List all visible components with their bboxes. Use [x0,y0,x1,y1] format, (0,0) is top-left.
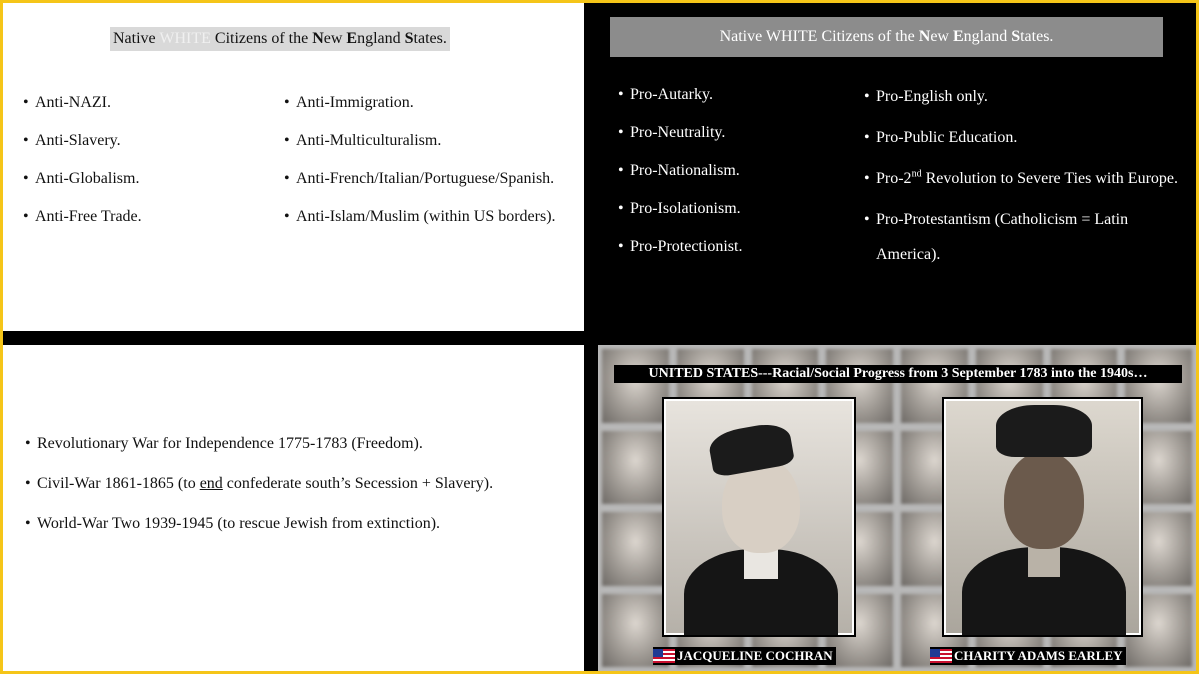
caption-text: CHARITY ADAMS EARLEY [954,648,1123,663]
list-item: • Pro-Nationalism. [618,161,742,199]
photo-collage [598,345,1196,671]
list-item: • Anti-NAZI. [23,93,142,131]
background-tile [602,512,669,586]
shirt-collar [1028,547,1060,577]
title-part: tates. [413,30,447,47]
list-item: • Anti-Islam/Muslim (within US borders). [284,207,556,245]
title-white-highlight: WHITE [159,30,211,47]
list-item: • Pro-Protectionist. [618,237,742,275]
portrait-photo-earley [942,397,1143,637]
portrait-caption-earley [930,647,1126,665]
list-item: • Anti-Slavery. [23,131,142,169]
pro-panel [584,3,1196,331]
background-tile [602,349,669,423]
title-part: E [952,28,964,45]
background-tile [602,431,669,505]
list-item [25,473,493,513]
list-item: • Pro-Neutrality. [618,123,742,161]
list-item: • Pro-Isolationism. [618,199,742,237]
title-part: ngland [357,30,405,47]
list-item: • World-War Two 1939-1945 (to rescue Jewish from extinction). [25,513,493,553]
anti-list-right [284,93,556,245]
title-part: Citizens of the [817,28,919,45]
us-flag-icon [930,649,952,663]
list-item-text: Pro-2 [876,170,912,187]
list-item: • Anti-French/Italian/Portuguese/Spanish. [284,169,556,207]
title-part: S [404,30,414,47]
us-flag-icon [653,649,675,663]
shirt-collar [744,549,778,579]
service-cap [996,405,1092,457]
list-item: • Pro-Autarky. [618,85,742,123]
title-part: Native [113,30,160,47]
list-item: • Anti-Immigration. [284,93,556,131]
list-item: • Pro-Public Education. [864,120,1184,155]
list-item: • Pro-Protestantism (Catholicism = Latin America). [864,202,1184,272]
list-item: • Pro-English only. [864,79,1184,114]
anti-panel [3,3,584,331]
list-item-text: confederate south’s Secession + Slavery). [222,475,494,492]
list-item: • Anti-Multiculturalism. [284,131,556,169]
collage-title: UNITED STATES---Racial/Social Progress from 3 September 1783 into the 1940s… [614,365,1182,383]
list-item: • Anti-Free Trade. [23,207,142,245]
list-item-text: Revolution to Severe Ties with Europe. [921,170,1178,187]
face [1004,451,1084,549]
ordinal-superscript: nd [911,168,922,180]
title-part: Native [719,28,766,45]
title-part: WHITE [765,28,818,45]
list-item: • Revolutionary War for Independence 1775-1783 (Freedom). [25,433,493,473]
list-item [864,161,1184,196]
portrait-photo-cochran [662,397,856,637]
list-item: • Anti-Globalism. [23,169,142,207]
underlined-word: end [199,475,223,492]
title-part: tates. [1020,28,1054,45]
wars-panel [3,345,584,671]
portrait-caption-cochran [653,647,836,665]
pro-list-left [618,85,742,275]
title-part: ngland [963,28,1012,45]
anti-list-left [23,93,142,245]
list-item-text: Civil-War 1861-1865 (to [37,475,200,492]
title-part: ew [323,30,347,47]
title-part: S [1011,28,1021,45]
caption-text: JACQUELINE COCHRAN [677,648,833,663]
title-part: Citizens of the [210,30,313,47]
wars-list [25,433,493,553]
title-part: N [918,28,931,45]
anti-panel-title [110,27,450,51]
title-part: ew [930,28,953,45]
title-part: E [346,30,358,47]
pro-list-right [864,79,1184,278]
pro-panel-title [610,17,1163,57]
title-part: N [312,30,324,47]
